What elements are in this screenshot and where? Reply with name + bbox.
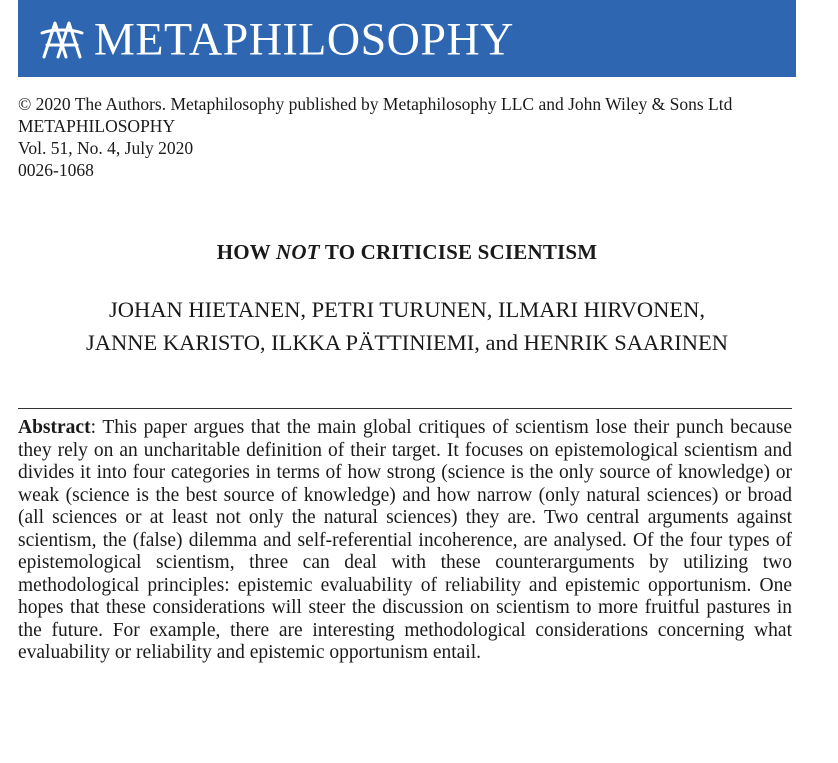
abstract-label: Abstract xyxy=(18,417,91,438)
section-divider xyxy=(18,408,792,409)
journal-name: METAPHILOSOPHY xyxy=(18,116,176,136)
journal-banner xyxy=(18,0,796,77)
author-list xyxy=(18,293,796,359)
wiley-blackwell-logo-icon xyxy=(38,15,86,63)
abstract-text: : This paper argues that the main global critiques of scientism lose their punch because they rely on an uncharitable definition of their target. It focuses on epistemological scientism and divides it into four categories in terms of how strong (science is the only source of knowledge) or weak (science is the best source of knowledge) and how narrow (only natural sciences) or broad (all sciences or at least not only the natural sciences) they are. Two central arguments against scientism, the (false) dilemma and self-referential incoherence, are analysed. Of the four types of epistemological scientism, three can deal with these counterarguments by utilizing two methodological principles: epistemic evaluability of reliability and epistemic opportunism. One hopes that these considerations will steer the discussion on scientism to more fruitful pastures in the future. For example, there are interesting methodological considerations concerning what evaluability or reliability and epistemic opportunism entail. xyxy=(18,417,792,663)
volume-info: Vol. 51, No. 4, July 2020 xyxy=(18,138,194,158)
paper-title xyxy=(18,240,796,265)
author-line: JANNE KARISTO, ILKKA PÄTTINIEMI, and HENRIK SAARINEN xyxy=(85,330,729,355)
title-emphasis: NOT xyxy=(276,240,320,264)
title-part-before: HOW xyxy=(216,240,277,264)
issn: 0026-1068 xyxy=(18,160,94,180)
publication-info xyxy=(18,93,808,181)
title-part-after: TO CRITICISE SCIENTISM xyxy=(319,240,598,264)
journal-banner-title: METAPHILOSOPHY xyxy=(94,12,514,65)
copyright-notice: © 2020 The Authors. Metaphilosophy published by Metaphilosophy LLC and John Wiley & Sons Ltd xyxy=(18,94,733,114)
author-line: JOHAN HIETANEN, PETRI TURUNEN, ILMARI HIRVONEN, xyxy=(109,297,705,322)
abstract xyxy=(18,417,792,665)
